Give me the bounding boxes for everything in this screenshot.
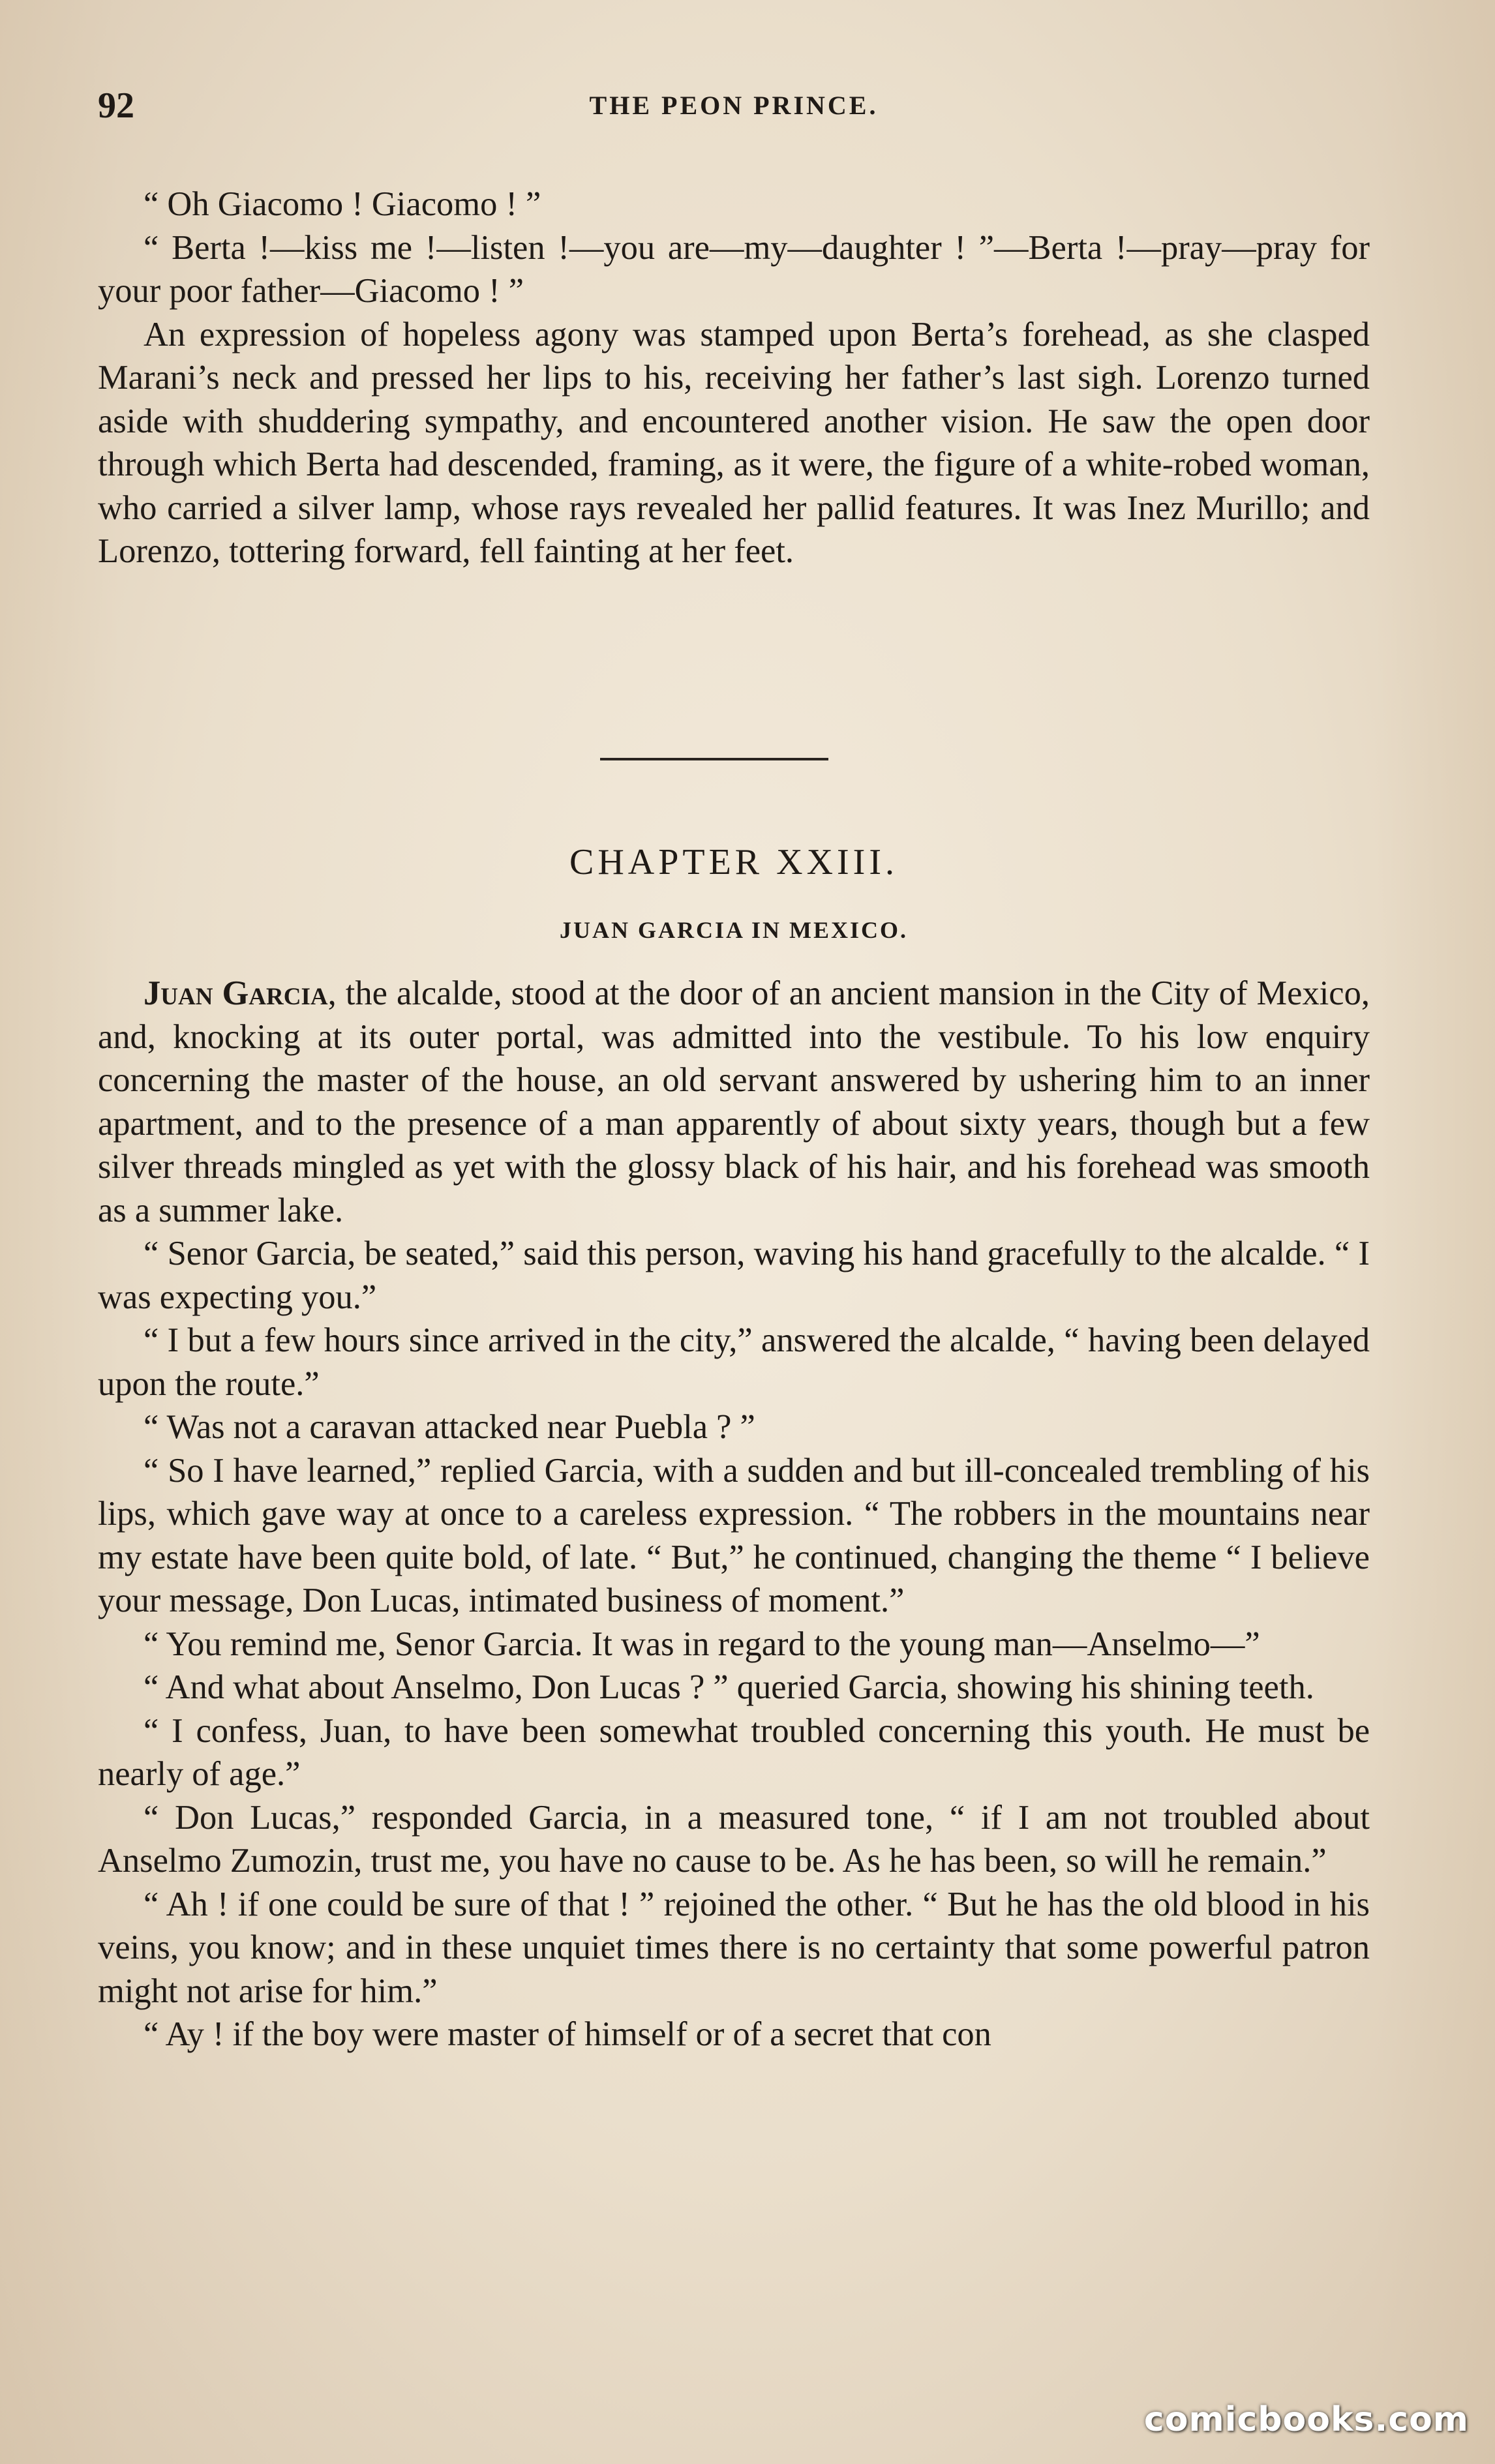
paragraph: “ Ah ! if one could be sure of that ! ” rejoined the other. “ But he has the old blood in his veins, you know; and in these unquiet times there is no certainty that some powerful patron might not arise for him.” (98, 1885, 1370, 2010)
chapter-title: CHAPTER XXIII. (569, 842, 898, 882)
paragraph: “ So I have learned,” replied Garcia, with a sudden and but ill-concealed trembling of his lips, which gave way at once to a careless expression. “ The robbers in the mountains near my estate have been quite bold, of late. “ But,” he continued, changing the theme “ I believe your message, Don Lucas, intimated business of moment.” (98, 1451, 1370, 1619)
opening-paragraph (98, 972, 1370, 1232)
paragraph: “ And what about Anselmo, Don Lucas ? ” queried Garcia, showing his shining teeth. (143, 1668, 1314, 1706)
paragraph: “ Was not a caravan attacked near Puebla ? ” (143, 1408, 755, 1446)
running-head (98, 85, 1370, 137)
paragraph: “ Berta !—kiss me !—listen !—you are—my—daughter ! ”—Berta !—pray—pray for your poor father—Giacomo ! ” (98, 228, 1370, 310)
paragraph: “ Senor Garcia, be seated,” said this person, waving his hand gracefully to the alcalde. “ I was expecting you.” (98, 1235, 1370, 1316)
watermark: comicbooks.com (1143, 2400, 1469, 2439)
opening-small-caps: Juan Garcia (143, 974, 328, 1012)
paragraph: “ You remind me, Senor Garcia. It was in regard to the young man—Anselmo—” (143, 1625, 1260, 1663)
paragraph: “ Oh Giacomo ! Giacomo ! ” (143, 185, 541, 223)
paragraph: “ Don Lucas,” responded Garcia, in a measured tone, “ if I am not troubled about Anselmo Zumozin, trust me, you have no cause to be. As he has been, so will he remain.” (98, 1798, 1370, 1880)
chapter-end-text (98, 183, 1370, 573)
paragraph: An expression of hopeless agony was stamped upon Berta’s forehead, as she clasped Marani’s neck and pressed her lips to his, receiving her father’s last sigh. Lorenzo turned aside with shuddering sympathy, and encountered another vision. He saw the open door through which Berta had descended, framing, as it were, the figure of a white-robed woman, who carried a silver lamp, whose rays revealed her pallid features. It was Inez Murillo; and Lorenzo, tottering forward, fell fainting at her feet. (98, 315, 1370, 570)
opening-rest: , the alcalde, stood at the door of an ancient mansion in the City of Mexico, and, knocking at its outer portal, was admitted into the vestibule. To his low enquiry concerning the master of the house, an old servant answered by ushering him to an inner apartment, and to the presence of a man apparently of about sixty years, though but a few silver threads mingled as yet with the glossy black of his hair, and his forehead was smooth as a summer lake. (98, 974, 1370, 1229)
section-divider (600, 758, 828, 760)
page-number: 92 (98, 85, 134, 126)
running-title: THE PEON PRINCE. (589, 91, 879, 120)
chapter-subtitle: JUAN GARCIA IN MEXICO. (559, 917, 909, 943)
paragraph: “ Ay ! if the boy were master of himself or of a secret that con (143, 2015, 991, 2053)
paragraph: “ I but a few hours since arrived in the city,” answered the alcalde, “ having been delayed upon the route.” (98, 1321, 1370, 1403)
chapter-body-text (98, 972, 1370, 2056)
paragraph: “ I confess, Juan, to have been somewhat troubled concerning this youth. He must be nearly of age.” (98, 1711, 1370, 1793)
